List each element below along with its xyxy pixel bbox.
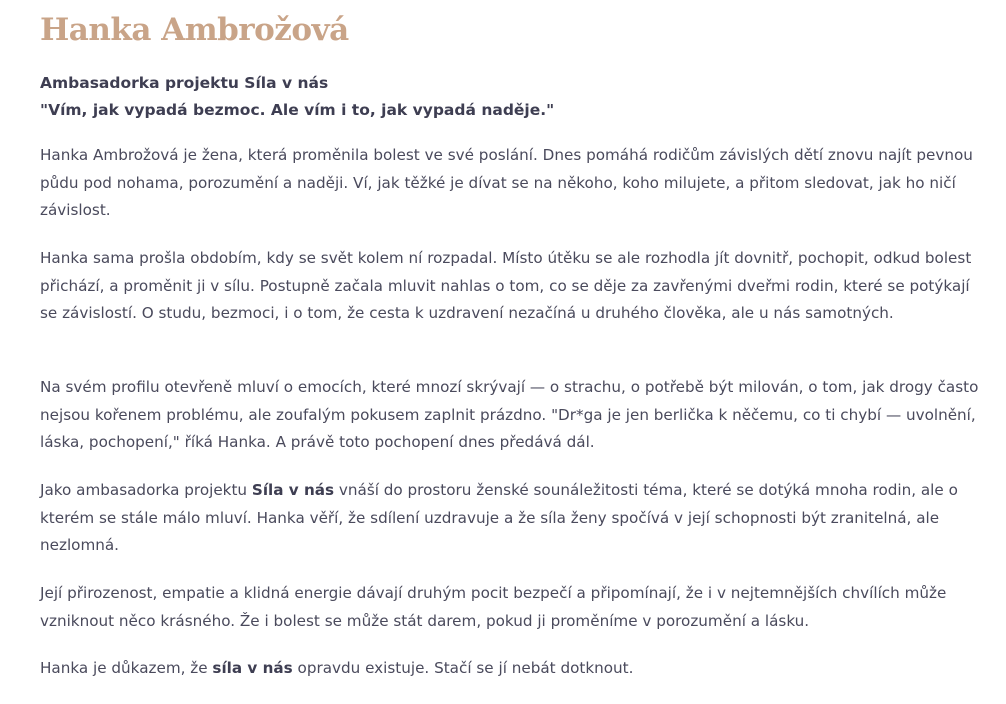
paragraph-nature: Její přirozenost, empatie a klidná energie dávají druhým pocit bezpečí a připomínají, že i v nejtemnějších chvílích může vzniknout něco krásného. Že i bolest se může stát darem, pokud ji proměníme v porozumění a lásku. [40,584,947,630]
paragraph-ambassador-text-end: vnáší do prostoru ženské sounáležitosti téma, které se dotýká mnoha rodin, ale o kterém se stále málo mluví. Hanka věří, že sdílení uzdravuje a že síla ženy spočívá v její schopnosti být zranitelná, ale nezlomná. [40,481,958,554]
paragraph-ambassador-text-start: Jako ambasadorka projektu [40,481,252,499]
profile-name-heading: Hanka Ambrožová [40,12,349,48]
paragraph-closing-text-start: Hanka je důkazem, že [40,659,213,677]
strength-phrase-bold: síla v nás [212,659,293,677]
paragraph-story: Hanka sama prošla obdobím, kdy se svět kolem ní rozpadal. Místo útěku se ale rozhodla jít dovnitř, pochopit, odkud bolest přichází, a proměnit ji v sílu. Postupně začala mluvit nahlas o tom, co se děje za zavřenými dveřmi rodin, které se potýkají se závislostí. O studu, bezmoci, i o tom, že cesta k uzdravení nezačíná u druhého člověka, ale u nás samotných. [40,249,972,322]
profile-quote: "Vím, jak vypadá bezmoc. Ale vím i to, jak vypadá naděje." [40,101,555,119]
paragraph-closing-text-end: opravdu existuje. Stačí se jí nebát dotknout. [292,659,634,677]
profile-subtitle [40,70,554,124]
paragraph-emotions: Na svém profilu otevřeně mluví o emocích, které mnozí skrývají — o strachu, o potřebě být milován, o tom, jak drogy často nejsou kořenem problému, ale zoufalým pokusem zaplnit prázdno. "Dr*ga je jen berlička k něčemu, co ti chybí — uvolnění, láska, pochopení," říká Hanka. A právě toto pochopení dnes předává dál. [40,378,979,451]
project-name-bold: Síla v nás [251,481,335,499]
paragraph-ambassador [40,477,990,560]
paragraph-closing [40,655,990,683]
profile-role: Ambasadorka projektu Síla v nás [40,74,329,92]
paragraph-intro: Hanka Ambrožová je žena, která proměnila bolest ve své poslání. Dnes pomáhá rodičům závislých dětí znovu najít pevnou půdu pod nohama, porozumění a naději. Ví, jak těžké je dívat se na někoho, koho milujete, a přitom sledovat, jak ho ničí závislost. [40,146,973,219]
